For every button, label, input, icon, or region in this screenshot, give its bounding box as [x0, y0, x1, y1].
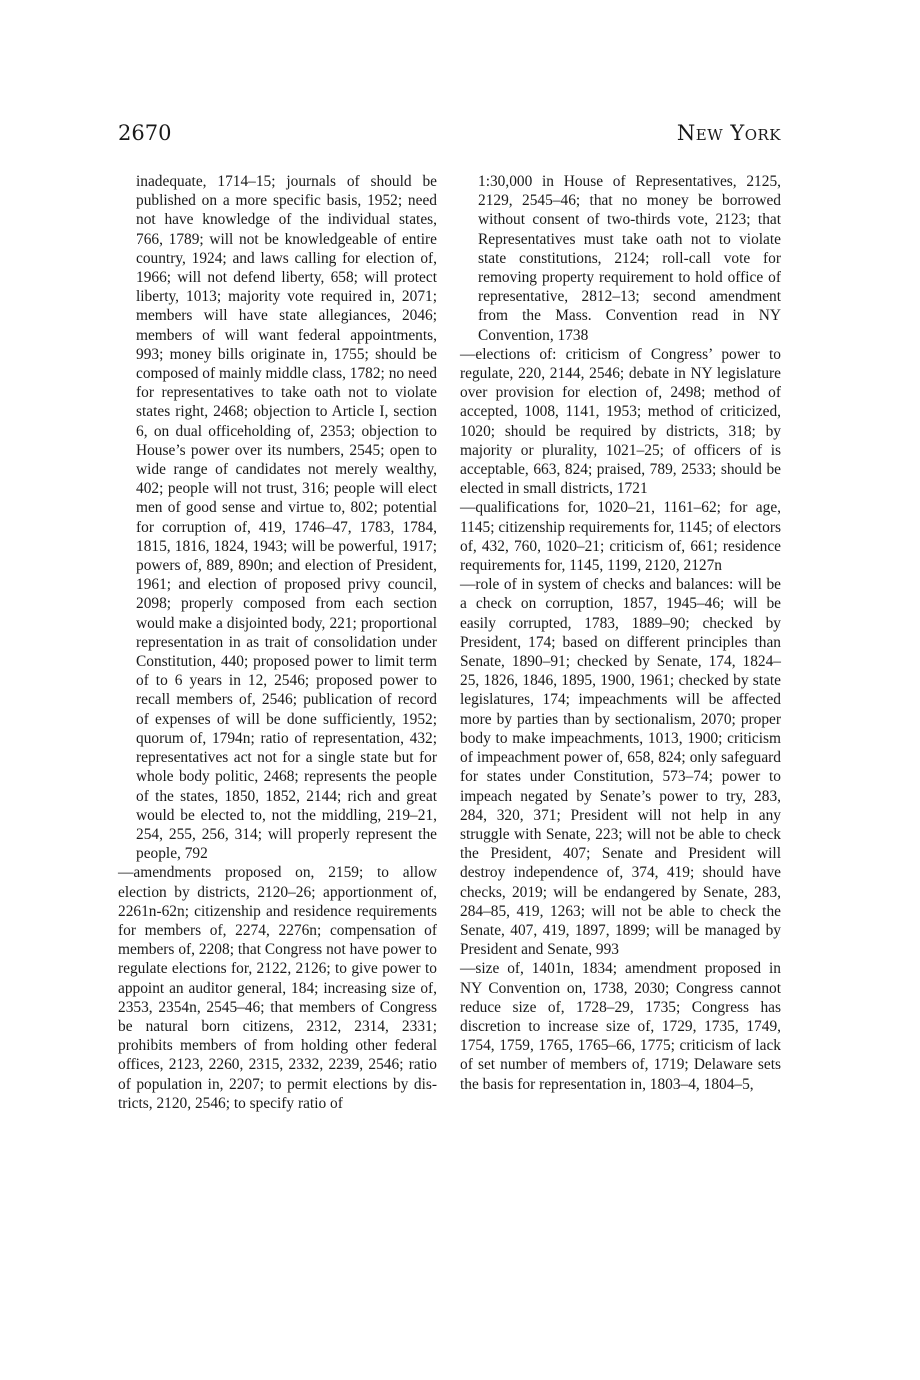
subentry-elections: —elections of: criticism of Congress’ power to regulate, 220, 2144, 2546; debate in NY legislature over provision for election of, 2498; method of accepted, 1008, 1141, 1953; method of criticized, 1020; should be required by districts, 318; by majority or plurality, 1021–25; of officers of is acceptable, 663, 824; praised, 789, 2533; should be elected in small districts, 1721	[460, 345, 781, 498]
subentry-checks-and-balances: —role of in system of checks and balances: will be a check on corruption, 1857, 1945–46; will be easily corrupted, 1783, 1889–90; checked by President, 174; based on different principles than Senate, 1890–91; checked by Senate, 174, 1824–25, 1826, 1846, 1895, 1900, 1961; checked by state legislatures, 174; impeachments will be affected more by parties than by sectionalism, 2070; proper body to make impeachments, 1013, 1900; criticism of impeachment power of, 658, 824; only safeguard for states under Constitution, 573–74; power to impeach negated by Senate’s power to try, 283, 284, 320, 371; President will not help in any struggle with Senate, 223; will not be able to check the President, 407; Senate and President will destroy independence of, 374, 419; should have checks, 2019; will be endangered by Senate, 283, 284–85, 419, 1263; will not be able to check the Senate, 407, 419, 1897, 1899; will be managed by President and Senate, 993	[460, 576, 781, 959]
subentry-amendments: —amendments proposed on, 2159; to allow election by districts, 2120–26; apportionment of, 2261n-62n; citizenship and residence requirements for members of, 2274, 2276n; compensation of members of, 2208; that Congress not have power to regulate elections for, 2122, 2126; to give power to appoint an auditor general, 184; increasing size of, 2353, 2354n, 2545–46; that members of Congress be natural born citizens, 2312, 2314, 2331; prohibits members of from holding other federal offices, 2123, 2260, 2315, 2332, 2239, 2546; ratio of population in, 2207; to permit elections by districts, 2120, 2546; to specify ratio of	[118, 864, 437, 1112]
page-number: 2670	[118, 121, 172, 145]
right-column	[460, 172, 781, 1094]
index-entry-continuation: inadequate, 1714–15; journals of should be published on a more specific basis, 1952; need not have knowledge of the individual states, 766, 1789; will not be knowledgeable of entire country, 1924; and laws calling for election of, 1966; will not defend liberty, 658; will protect liberty, 1013; majority vote required in, 2071; members will have state allegiances, 2046; members of will want federal appointments, 993; money bills originate in, 1755; should be composed of mainly middle class, 1782; no need for representatives to take oath not to violate states right, 2468; objection to Article I, section 6, on dual officeholding of, 2353; objection to House’s power over its numbers, 2545; open to wide range of candidates not merely wealthy, 402; people will not trust, 316; people will elect men of good sense and virtue to, 802; potential for corruption of, 419, 1746–47, 1783, 1784, 1815, 1816, 1824, 1943; will be powerful, 1917; powers of, 889, 890n; and election of President, 1961; and election of proposed privy council, 2098; properly composed from each section would make a disjointed body, 221; proportional representation in as trait of consolidation under Constitution, 440; proposed power to limit term of to 6 years in 12, 2546; proposed power to recall members of, 2546; publication of record of expenses of will be done sufficiently, 1952; quorum of, 1794n; ratio of representation, 432; representatives act not for a single state but for whole body politic, 2468; represents the people of the states, 1850, 1852, 2144; rich and great would be elected to, not the middling, 219–21, 254, 255, 256, 314; will properly represent the people, 792	[136, 173, 437, 863]
running-head: New York	[676, 121, 781, 145]
subentry-qualifications: —qualifications for, 1020–21, 1161–62; for age, 1145; citizenship requirements for, 1145; of electors of, 432, 760, 1020–21; criticism of, 661; residence requirements for, 1145, 1199, 2120, 2127n	[460, 499, 781, 575]
subentry-size: —size of, 1401n, 1834; amendment proposed in NY Convention on, 1738, 2030; Congress cannot reduce size of, 1728–29, 1735; Congress has discretion to increase size of, 1729, 1735, 1749, 1754, 1759, 1765, 1765–66, 1775; criticism of lack of set number of members of, 1719; Delaware sets the basis for representation in, 1803–4, 1804–5,	[460, 960, 781, 1093]
page-header	[118, 121, 781, 151]
index-entry-continuation-right: 1:30,000 in House of Representatives, 2125, 2129, 2545–46; that no money be borrowed without consent of two-thirds vote, 2123; that Representatives must take oath not to violate state constitutions, 2124; roll-call vote for removing property requirement to hold office of representative, 2812–13; second amendment from the Mass. Convention read in NY Convention, 1738	[478, 173, 781, 344]
left-column	[118, 172, 437, 1113]
